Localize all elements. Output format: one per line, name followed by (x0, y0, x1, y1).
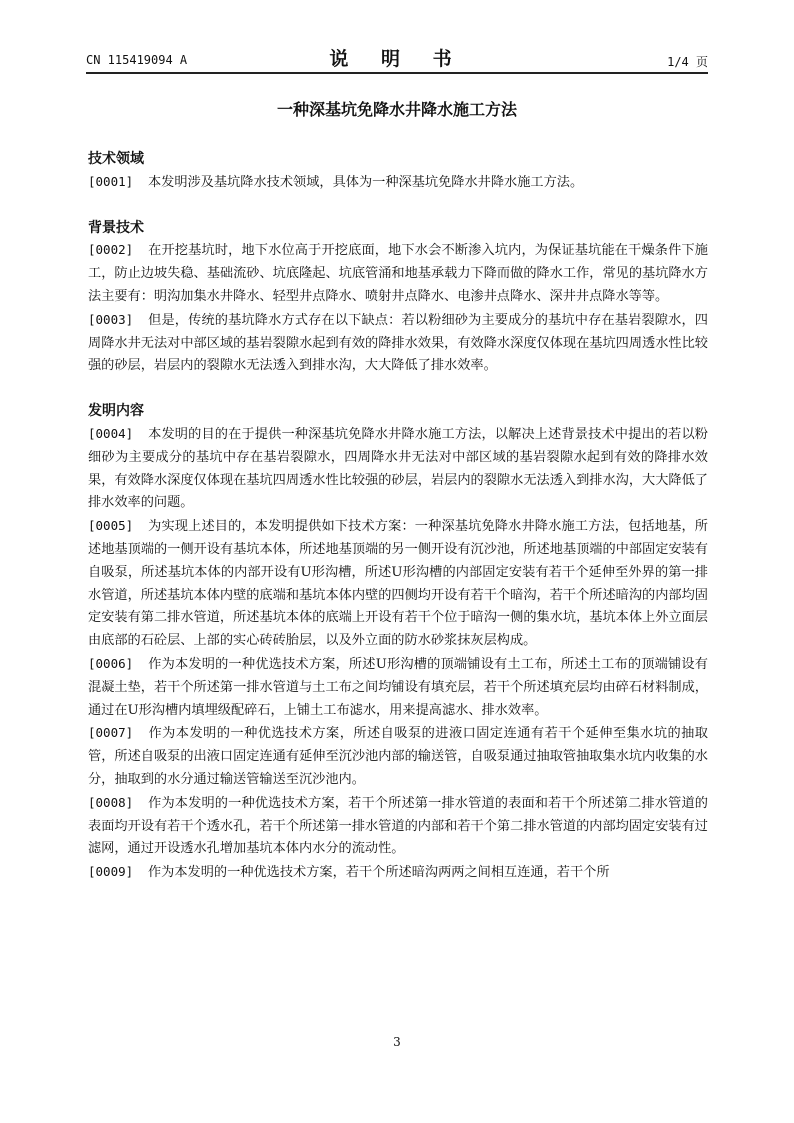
paragraph-number: [0007] (88, 725, 134, 741)
page-indicator: 1/4 页 (667, 55, 708, 69)
paragraph-number: [0002] (88, 242, 134, 258)
paragraph (88, 309, 708, 378)
paragraph-text: 本发明涉及基坑降水技术领域，具体为一种深基坑免降水井降水施工方法。 (148, 174, 584, 190)
paragraph-text: 作为本发明的一种优选技术方案，若干个所述第一排水管道的表面和若干个所述第二排水管道的表面均开设有若干个透水孔，若干个所述第一排水管道的内部和若干个第二排水管道的内部均固定安装有过滤网，通过开设透水孔增加基坑本体内水分的流动性。 (88, 795, 708, 857)
paragraph (88, 653, 708, 722)
document-body (88, 148, 708, 907)
section-technical-field (88, 148, 708, 195)
paragraph-text: 作为本发明的一种优选技术方案，所述自吸泵的进液口固定连通有若干个延伸至集水坑的抽取管，所述自吸泵的出液口固定连通有延伸至沉沙池内部的输送管，自吸泵通过抽取管抽取集水坑内收集的水分，抽取到的水分通过输送管输送至沉沙池内。 (88, 726, 708, 787)
header-rule (86, 72, 708, 74)
paragraph-number: [0008] (88, 794, 134, 810)
section-background (88, 217, 708, 379)
paragraph (88, 423, 708, 515)
section-heading: 技术领域 (88, 151, 144, 167)
paragraph-text: 作为本发明的一种优选技术方案，若干个所述暗沟两两之间相互连通，若干个所 (148, 865, 610, 881)
publication-number: CN 115419094 A (86, 53, 188, 67)
paragraph (88, 515, 708, 653)
section-heading: 背景技术 (88, 219, 144, 236)
paragraph (88, 171, 708, 195)
paragraph (88, 239, 708, 308)
paragraph-text: 本发明的目的在于提供一种深基坑免降水井降水施工方法，以解决上述背景技术中提出的若以粉细砂为主要成分的基坑中存在基岩裂隙水，四周降水井无法对中部区域的基岩裂隙水起到有效的降排水效果，有效降水深度仅体现在基坑四周透水性比较强的砂层，岩层内的裂隙水无法透入到排水沟，大大降低了排水效率的问题。 (88, 426, 708, 511)
paragraph (88, 792, 708, 861)
paragraph-number: [0009] (88, 864, 134, 880)
section-summary (88, 400, 708, 885)
paragraph-text: 但是，传统的基坑降水方式存在以下缺点：若以粉细砂为主要成分的基坑中存在基岩裂隙水，四周降水井无法对中部区域的基岩裂隙水起到有效的降排水效果，有效降水深度仅体现在基坑四周透水性比较强的砂层，岩层内的裂隙水无法透入到排水沟，大大降低了排水效率。 (88, 312, 708, 374)
document-title: 一种深基坑免降水井降水施工方法 (276, 100, 517, 119)
paragraph (88, 722, 708, 791)
paragraph-text: 为实现上述目的，本发明提供如下技术方案：一种深基坑免降水井降水施工方法，包括地基，所述地基顶端的一侧开设有基坑本体，所述地基顶端的另一侧开设有沉沙池，所述地基顶端的中部固定安装有自吸泵，所述基坑本体的内部开设有U形沟槽，所述U形沟槽的内部固定安装有若干个延伸至外界的第一排水管道，所述基坑本体内壁的底端和基坑本体内壁的四侧均开设有若干个暗沟，若干个所述暗沟的内部均固定安装有第二排水管道，所述基坑本体的底端上开设有若干个位于暗沟一侧的集水坑，基坑本体上外立面层由底部的石砼层、上部的实心砖砖胎层，以及外立面的防水砂浆抹灰层构成。 (88, 519, 708, 649)
paragraph-text: 在开挖基坑时，地下水位高于开挖底面，地下水会不断渗入坑内，为保证基坑能在干燥条件下施工，防止边坡失稳、基础流砂、坑底隆起、坑底管涌和地基承载力下降而做的降水工作，常见的基坑降水方法主要有：明沟加集水井降水、轻型井点降水、喷射井点降水、电渗井点降水、深井井点降水等等。 (88, 243, 708, 304)
paragraph-text: 作为本发明的一种优选技术方案，所述U形沟槽的顶端铺设有土工布，所述土工布的顶端铺设有混凝土垫，若干个所述第一排水管道与土工布之间均铺设有填充层，若干个所述填充层均由碎石材料制成，通过在U形沟槽内填埋级配碎石，上铺土工布滤水，用来提高滤水、排水效率。 (88, 656, 708, 718)
paragraph-number: [0006] (88, 655, 134, 671)
section-heading: 发明内容 (88, 403, 144, 420)
paragraph-number: [0003] (88, 311, 134, 327)
paragraph-number: [0001] (88, 173, 134, 189)
page-number: 3 (393, 1035, 401, 1049)
paragraph (88, 861, 708, 885)
paragraph-number: [0004] (88, 425, 134, 441)
document-type: 说 明 书 (329, 48, 465, 70)
paragraph-number: [0005] (88, 518, 134, 534)
page-header (86, 44, 708, 72)
